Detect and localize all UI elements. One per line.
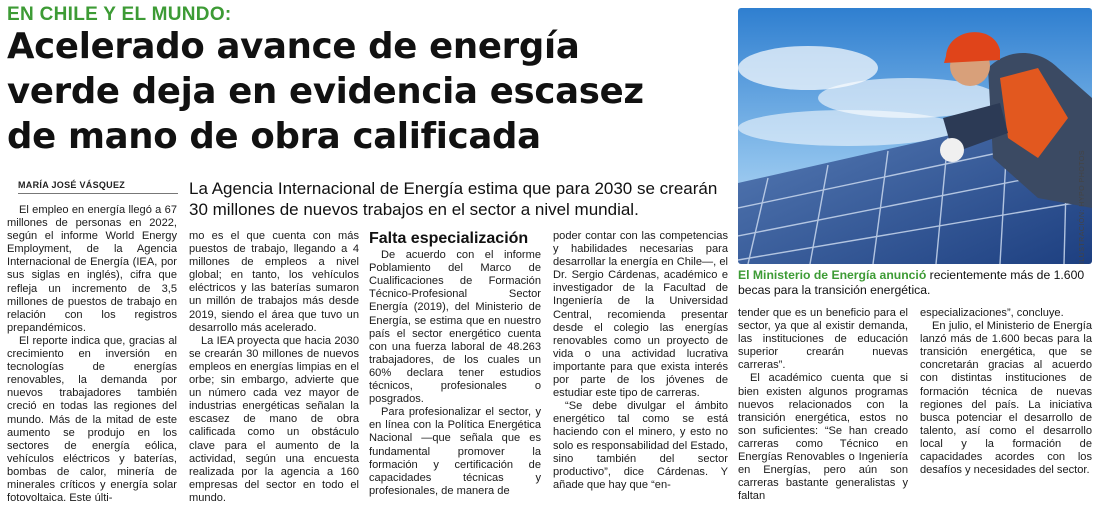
body-paragraph: especializaciones”, concluye.: [920, 307, 1064, 319]
body-paragraph: En julio, el Ministerio de Energía lanzó más de 1.600 becas para la transición energética, que se concretarán gracias al acuerdo con distintas instituciones de formación técnica de nuevas regiones del país. La iniciativa busca potenciar el desarrollo de talento, así como el desarrollo local y la formación de capacidades acordes con los desafíos y necesidades del sector.: [920, 320, 1092, 477]
article-column-6: [920, 307, 1092, 477]
article-column-5: [738, 307, 908, 503]
body-paragraph: El reporte indica que, gracias al crecimiento en inversión en tecnologías de energías renovables, la demanda por nuevos trabajadores también creció en todas las regiones del mundo. Más de la mitad de este aumento se produjo en los sectores de energía eólica, vehículos eléctricos y baterías, bombas de calor, minería de minerales críticos y energía solar fotovoltaica. Este últi-: [7, 334, 177, 505]
lead-paragraph: La Agencia Internacional de Energía estima que para 2030 se crearán 30 millones de nuevos trabajos en el sector a nivel mundial.: [189, 179, 718, 219]
caption-text: recientemente más de 1.600 becas para la transición energética.: [738, 268, 1085, 297]
article-column-4: [553, 230, 728, 492]
article-column-1: [7, 204, 177, 505]
body-paragraph: poder contar con las competencias y habilidades necesarias para desarrollar la energía en Chile—, el Dr. Sergio Cárdenas, académico e investigador de la Facultad de Ingeniería de la Universidad Central, recomienda presentar desde el colegio las energías renovables como un proyecto de vida o una actividad lucrativa importante para que exista interés por parte de los jóvenes de estudiar este tipo de carreras.: [553, 230, 728, 400]
article-column-3: [369, 232, 541, 498]
headline-line: Acelerado avance de energía: [7, 26, 580, 67]
body-paragraph: tender que es un beneficio para el sector, ya que al existir demanda, las instituciones de educación superior crearán nuevas carreras”.: [738, 307, 908, 372]
section-subheading: Falta especialización: [369, 230, 529, 247]
section-kicker: EN CHILE Y EL MUNDO:: [7, 4, 232, 25]
headline: [7, 24, 727, 159]
body-paragraph: mo es el que cuenta con más puestos de trabajo, llegando a 4 millones de empleos a nivel global; en tanto, los vehículos eléctricos y las baterías sumaron un millón de trabajos más desde 2019, siendo el área que tuvo un desarrollo más acelerado.: [189, 230, 359, 334]
body-paragraph: El empleo en energía llegó a 67 millones de personas en 2022, según el informe World Energy Employment, de la Agencia Internacional de Energía (IEA, por sus siglas en inglés), cifra que refleja un incremento de 3,5 millones de puestos de trabajo en relación con los registros prepandémicos.: [7, 204, 177, 334]
caption-lead: El Ministerio de Energía anunció: [738, 268, 927, 282]
body-paragraph: Para profesionalizar el sector, y en línea con la Política Energética Nacional —que señala que es fundamental promover la formación y certificación de capacidades técnicas y profesionales, de manera de: [369, 406, 541, 497]
solar-panel-photo: [738, 8, 1092, 264]
byline-divider: [18, 193, 178, 194]
article-column-2: [189, 230, 359, 505]
byline: MARÍA JOSÉ VÁSQUEZ: [18, 180, 126, 190]
headline-line: de mano de obra calificada: [7, 116, 541, 157]
body-paragraph: De acuerdo con el informe Poblamiento del Marco de Cualificaciones de Formación Técnico-Profesional Sector Energía (2019), del Ministerio de Energía, se estima que en nuestro país el sector energético cuenta con una fuerza laboral de 48.263 trabajadores, de los cuales un 60% declara tener estudios técnicos, profesionales o posgrados.: [369, 249, 541, 406]
body-paragraph: “Se debe divulgar el ámbito energético tal como se está haciendo con el minero, y esto no solo es responsabilidad del Estado, sino también del sector productivo”, dice Cárdenas. Y añade que hay que “en-: [553, 400, 728, 491]
photo-caption: [738, 268, 1092, 298]
headline-line: verde deja en evidencia escasez: [7, 71, 644, 112]
photo-credit: ILUSTRACIÓN: HYPO PHOTOS: [1079, 150, 1086, 265]
body-paragraph: La IEA proyecta que hacia 2030 se crearán 30 millones de nuevos empleos en energías limpias en el orbe; sin embargo, advierte que un número cada vez mayor de industrias energéticas señalan la escasez de mano de obra calificada como un obstáculo clave para el aumento de la actividad, según una encuesta realizada por la agencia a 160 empresas del sector en todo el mundo.: [189, 334, 359, 504]
body-paragraph: El académico cuenta que si bien existen algunos programas nuevos relacionados con la transición energética, estos no son suficientes: “Se han creado carreras como Técnico en Energías Renovables o Ingeniería en Energías, pero aún son carreras bastante generalistas y faltan: [738, 372, 908, 503]
